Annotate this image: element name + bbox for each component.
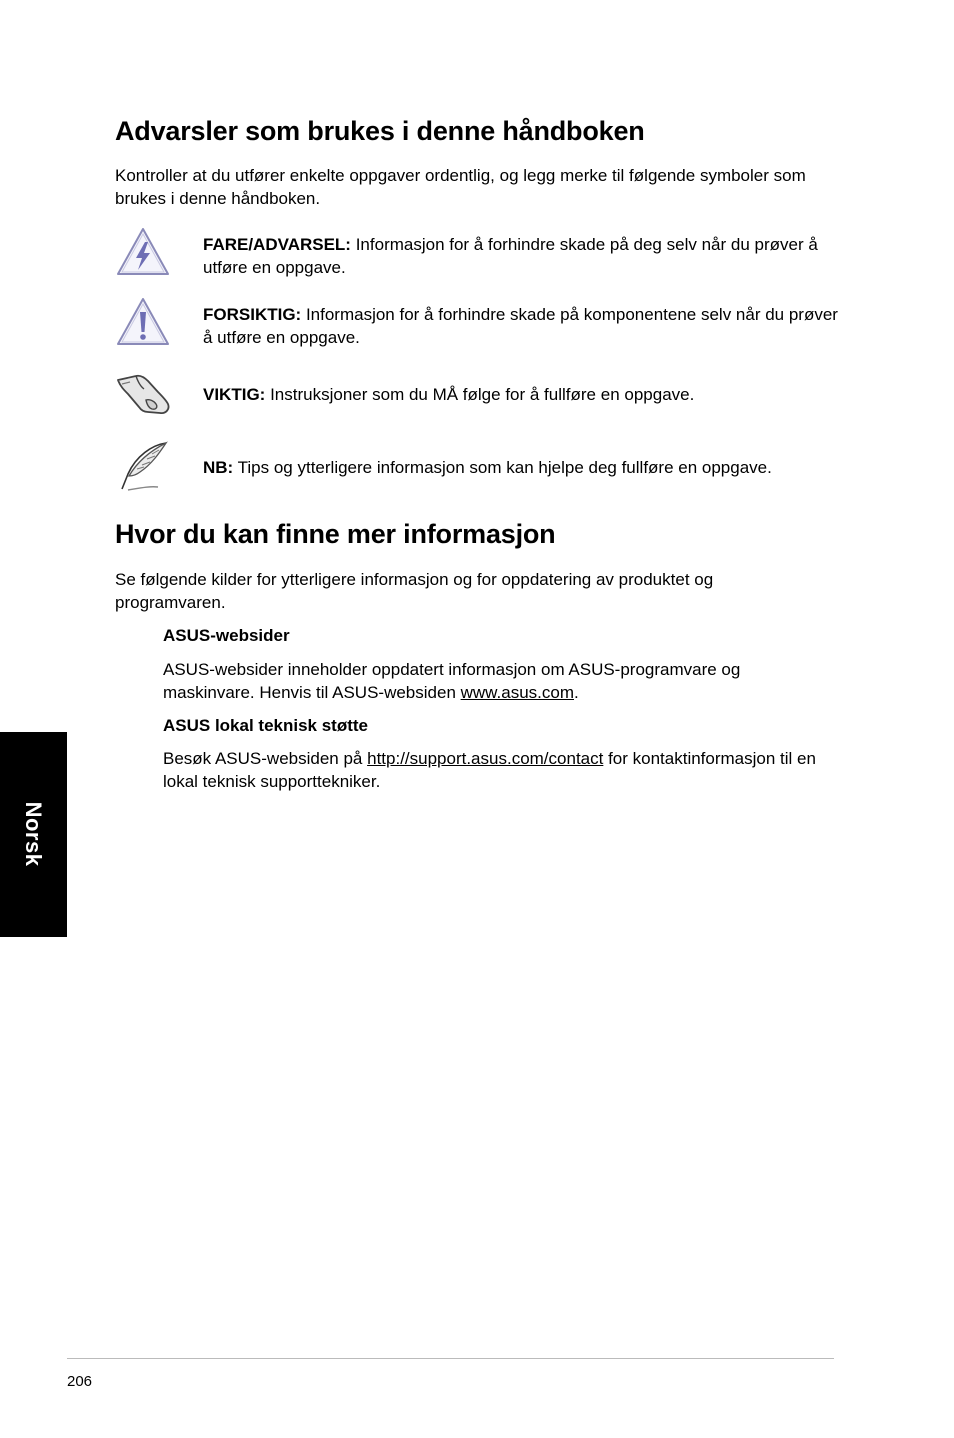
- page-number: 206: [67, 1373, 93, 1390]
- support-paragraph: Besøk ASUS-websiden på http://support.asus.com/contact for kontaktinformasjon til en lokal teknisk supporttekniker.: [163, 749, 816, 791]
- notice-caution-text: Informasjon for å forhindre skade på komponentene selv når du prøver å utføre en oppgave.: [203, 305, 838, 347]
- caution-icon: [114, 296, 172, 348]
- lightning-warning-icon: [114, 226, 172, 278]
- notice-important: [203, 383, 843, 406]
- notice-danger: [203, 233, 843, 279]
- notice-danger-text: Informasjon for å forhindre skade på deg selv når du prøver å utføre en oppgave.: [203, 235, 818, 277]
- notice-note-text: Tips og ytterligere informasjon som kan hjelpe deg fullføre en oppgave.: [233, 458, 772, 477]
- notice-caution-label: FORSIKTIG:: [203, 305, 302, 324]
- notice-danger-label: FARE/ADVARSEL:: [203, 235, 351, 254]
- notice-note: [203, 456, 843, 479]
- footer-divider: [67, 1358, 834, 1359]
- notice-note-label: NB:: [203, 458, 234, 477]
- more-info-intro: Se følgende kilder for ytterligere informasjon og for oppdatering av produktet og programvaren.: [115, 570, 714, 612]
- websites-heading: ASUS-websider: [163, 626, 290, 645]
- notice-caution: [203, 303, 843, 349]
- support-contact-link[interactable]: http://support.asus.com/contact: [367, 749, 604, 768]
- notice-important-text: Instruksjoner som du MÅ følge for å fullføre en oppgave.: [265, 385, 695, 404]
- hand-icon: [114, 370, 172, 422]
- websites-paragraph: ASUS-websider inneholder oppdatert informasjon om ASUS-programvare og maskinvare. Henvis til ASUS-websiden www.asus.com.: [163, 660, 741, 702]
- notice-important-label: VIKTIG:: [203, 385, 266, 404]
- language-side-tab-label: Norsk: [21, 801, 46, 867]
- section-title-warnings: Advarsler som brukes i denne håndboken: [115, 116, 645, 146]
- support-heading: ASUS lokal teknisk støtte: [163, 716, 369, 735]
- warnings-intro: Kontroller at du utfører enkelte oppgaver ordentlig, og legg merke til følgende symboler som brukes i denne håndboken.: [115, 166, 806, 208]
- section-title-more-info: Hvor du kan finne mer informasjon: [115, 519, 556, 549]
- language-side-tab: [0, 732, 67, 937]
- quill-icon: [114, 440, 172, 492]
- asus-website-link[interactable]: www.asus.com: [460, 683, 574, 702]
